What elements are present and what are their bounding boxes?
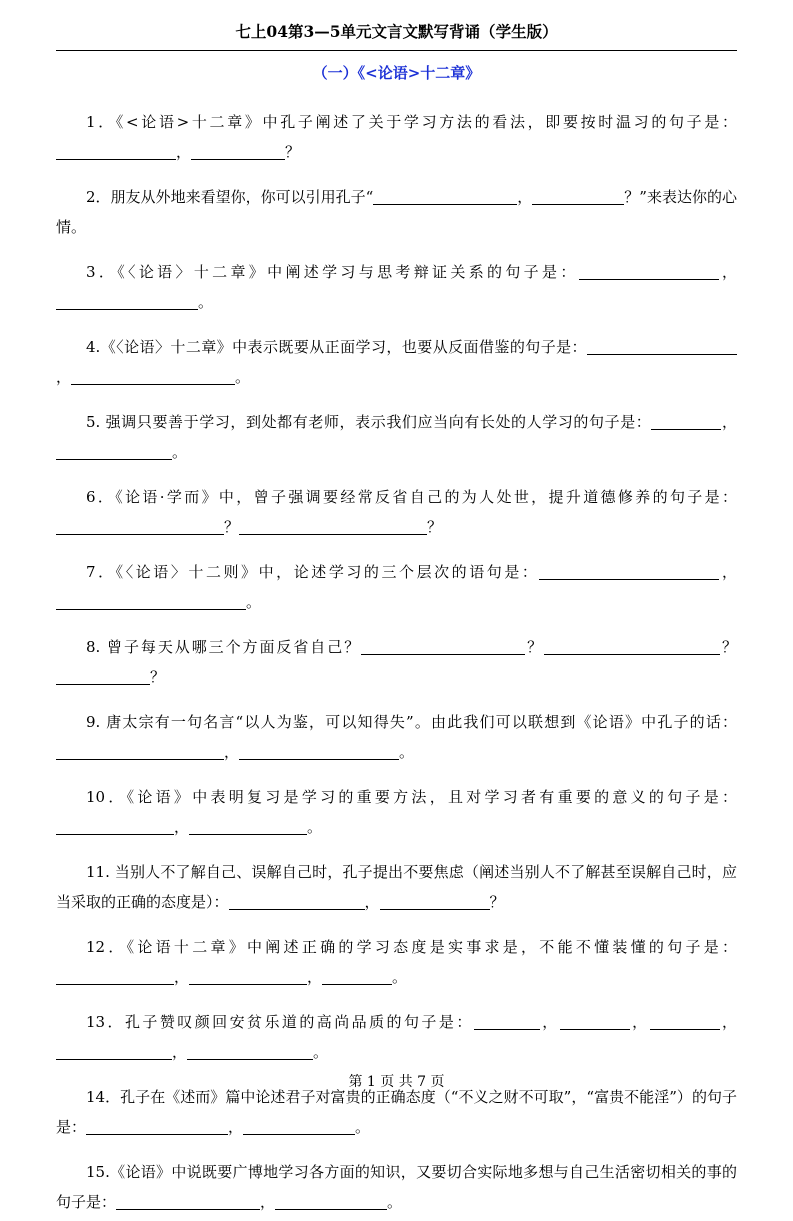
question-prompt: 15.《论语》中说既要广博地学习各方面的知识，又要切合实际地多想与自己生活密切相关的事的句子是： [56, 1163, 737, 1211]
page-number: 第 1 页 共 7 页 [348, 1074, 445, 1090]
question-10 [56, 782, 737, 842]
question-1 [56, 107, 737, 167]
question-ending: 。 [392, 968, 408, 986]
answer-blank[interactable] [579, 259, 719, 280]
question-separator: ， [629, 1013, 650, 1031]
question-ending: ？ [427, 518, 443, 536]
question-separator: ， [364, 893, 380, 911]
question-prompt: 10．《论语》中表明复习是学习的重要方法，且对学习者有重要的意义的句子是： [86, 788, 737, 806]
question-separator: ？ [720, 638, 737, 656]
question-prompt: 3．《〈论语〉十二章》中阐述学习与思考辩证关系的句子是： [86, 263, 579, 281]
answer-blank[interactable] [56, 664, 150, 685]
question-separator: ， [260, 1193, 276, 1211]
question-9 [56, 707, 737, 767]
question-ending: 。 [198, 293, 214, 311]
answer-blank[interactable] [587, 334, 737, 355]
answer-blank[interactable] [116, 1189, 260, 1210]
question-ending: 。 [246, 593, 262, 611]
question-separator: ， [539, 1013, 560, 1031]
question-4 [56, 332, 737, 392]
question-prompt: 5. 强调只要善于学习，到处都有老师，表示我们应当向有长处的人学习的句子是： [86, 413, 652, 431]
answer-blank[interactable] [189, 814, 307, 835]
answer-blank[interactable] [56, 289, 198, 310]
answer-blank[interactable] [191, 139, 285, 160]
answer-blank[interactable] [56, 814, 174, 835]
question-ending: ？”来表达你的心情。 [56, 188, 737, 236]
question-2 [56, 182, 737, 242]
answer-blank[interactable] [56, 514, 224, 535]
question-ending: ？ [489, 893, 505, 911]
question-prompt: 14．孔子在《述而》篇中论述君子对富贵的正确态度（“不义之财不可取”，“富贵不能淫”）的句子是： [56, 1088, 737, 1136]
question-separator: ， [56, 368, 72, 386]
question-ending: ？ [150, 668, 166, 686]
question-ending: 。 [172, 443, 188, 461]
answer-blank[interactable] [544, 634, 720, 655]
question-ending: 。 [399, 743, 415, 761]
question-prompt: 8. 曾子每天从哪三个方面反省自己？ [86, 638, 362, 656]
question-list [56, 92, 737, 1221]
question-11 [56, 857, 737, 917]
question-separator: ， [307, 968, 323, 986]
answer-blank[interactable] [243, 1114, 355, 1135]
question-separator: ， [174, 968, 190, 986]
question-ending: ？ [285, 143, 301, 161]
answer-blank[interactable] [474, 1009, 540, 1030]
answer-blank[interactable] [373, 184, 517, 205]
question-7 [56, 557, 737, 617]
question-prompt: 4.《〈论语〉十二章》中表示既要从正面学习，也要从反面借鉴的句子是： [86, 338, 587, 356]
answer-blank[interactable] [539, 559, 719, 580]
answer-blank[interactable] [56, 439, 172, 460]
question-prompt: 12．《论语十二章》中阐述正确的学习态度是实事求是，不能不懂装懂的句子是： [86, 938, 737, 956]
answer-blank[interactable] [322, 964, 392, 985]
question-prompt: 1．《<论语>十二章》中孔子阐述了关于学习方法的看法，即要按时温习的句子是： [86, 113, 737, 131]
answer-blank[interactable] [56, 964, 174, 985]
answer-blank[interactable] [239, 739, 399, 760]
question-8 [56, 632, 737, 692]
answer-blank[interactable] [560, 1009, 630, 1030]
answer-blank[interactable] [229, 889, 365, 910]
question-separator: ， [721, 413, 737, 431]
answer-blank[interactable] [71, 364, 235, 385]
question-6 [56, 482, 737, 542]
question-12 [56, 932, 737, 992]
question-ending: 。 [307, 818, 323, 836]
question-prompt: 7．《〈论语〉十二则》中，论述学习的三个层次的语句是： [86, 563, 540, 581]
answer-blank[interactable] [187, 1039, 313, 1060]
answer-blank[interactable] [361, 634, 525, 655]
question-prompt: 13．孔子赞叹颜回安贫乐道的高尚品质的句子是： [86, 1013, 474, 1031]
question-5 [56, 407, 737, 467]
question-prompt: 11. 当别人不了解自己、误解自己时，孔子提出不要焦虑（阐述当别人不了解甚至误解自己时，应当采取的正确的态度是）： [56, 863, 737, 911]
question-prompt: 6．《论语·学而》中，曾子强调要经常反省自己的为人处世，提升道德修养的句子是： [86, 488, 737, 506]
question-ending: 。 [313, 1043, 329, 1061]
answer-blank[interactable] [189, 964, 307, 985]
answer-blank[interactable] [275, 1189, 387, 1210]
question-ending: 。 [355, 1118, 371, 1136]
question-separator: ， [176, 143, 192, 161]
question-separator: ， [517, 188, 533, 206]
answer-blank[interactable] [56, 739, 224, 760]
answer-blank[interactable] [651, 409, 721, 430]
page-header [56, 18, 737, 51]
answer-blank[interactable] [56, 1039, 172, 1060]
answer-blank[interactable] [532, 184, 624, 205]
question-separator: ， [228, 1118, 244, 1136]
question-separator: ？ [525, 638, 545, 656]
question-prompt: 9. 唐太宗有一句名言“以人为鉴，可以知得失”。由此我们可以联想到《论语》中孔子的话： [86, 713, 737, 731]
question-ending: 。 [235, 368, 251, 386]
answer-blank[interactable] [86, 1114, 228, 1135]
question-separator: ？ [224, 518, 240, 536]
question-separator: ， [174, 818, 190, 836]
answer-blank[interactable] [380, 889, 490, 910]
answer-blank[interactable] [56, 139, 176, 160]
section-title: （一）《<论语>十二章》 [312, 64, 481, 82]
question-separator: ， [172, 1043, 188, 1061]
answer-blank[interactable] [56, 589, 246, 610]
page-title: 七上04第3—5单元文言文默写背诵（学生版） [235, 22, 558, 41]
question-separator: ， [719, 563, 737, 581]
question-separator: ， [719, 1013, 737, 1031]
answer-blank[interactable] [239, 514, 427, 535]
question-separator: ， [718, 263, 737, 281]
question-15 [56, 1157, 737, 1217]
page-footer [0, 1071, 793, 1093]
question-13 [56, 1007, 737, 1067]
question-3 [56, 257, 737, 317]
answer-blank[interactable] [650, 1009, 720, 1030]
question-ending: 。 [387, 1193, 403, 1211]
question-prompt: 2．朋友从外地来看望你，你可以引用孔子“ [86, 188, 374, 206]
question-separator: ， [224, 743, 240, 761]
